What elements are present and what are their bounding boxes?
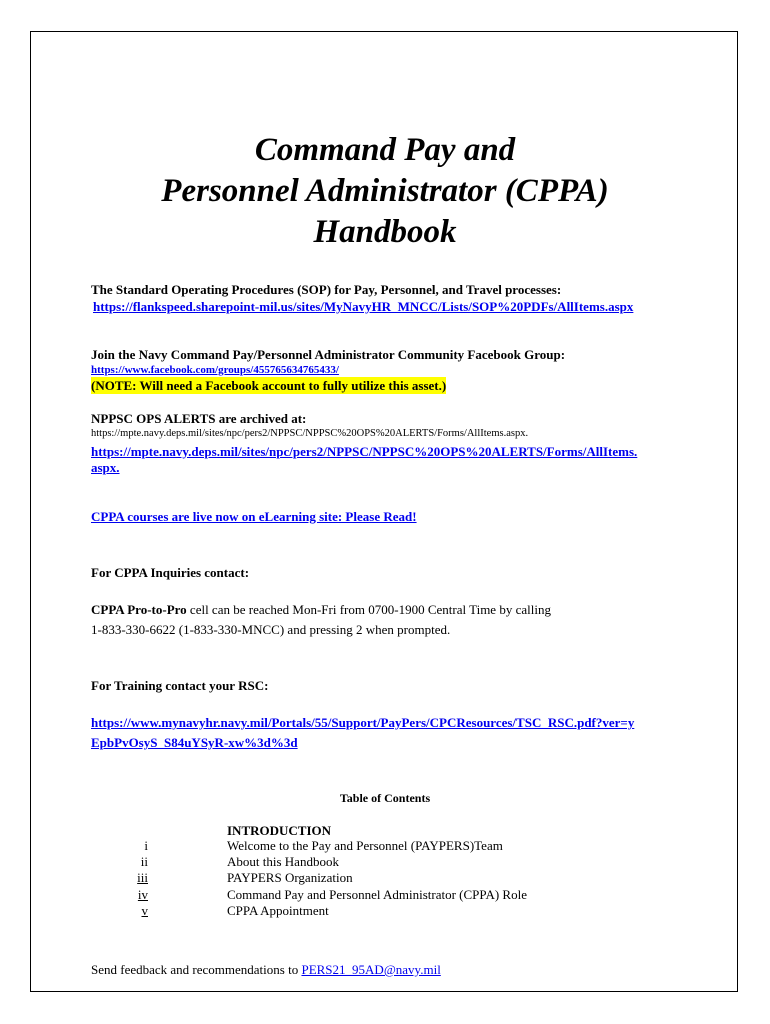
title-line-2: Personnel Administrator (CPPA) — [161, 173, 609, 209]
training-link-line-1[interactable]: https://www.mynavyhr.navy.mil/Portals/55/Support/PayPers/CPCResources/TSC_RSC.pdf?ver=y — [91, 715, 635, 730]
toc-num: ii — [140, 854, 148, 869]
facebook-link[interactable]: https://www.facebook.com/groups/455765634765433/ — [91, 364, 339, 376]
toc-num: i — [144, 838, 148, 853]
toc-item: CPPA Appointment — [227, 903, 329, 918]
feedback-line — [91, 961, 441, 978]
inquiries-heading: For CPPA Inquiries contact: — [91, 565, 250, 580]
pro-to-pro-phone: 1-833-330-6622 (1-833-330-MNCC) and pressing 2 when prompted. — [91, 622, 451, 637]
sop-label: The Standard Operating Procedures (SOP) for Pay, Personnel, and Travel processes: — [91, 282, 562, 297]
training-heading: For Training contact your RSC: — [91, 678, 269, 693]
courses-link[interactable]: CPPA courses are live now on eLearning site: Please Read! — [91, 509, 417, 524]
pro-to-pro-text: cell can be reached Mon-Fri from 0700-1900 Central Time by calling — [186, 602, 551, 617]
toc-num[interactable]: v — [141, 903, 148, 918]
feedback-email-link[interactable]: PERS21_95AD@navy.mil — [301, 962, 441, 977]
toc-num[interactable]: iii — [137, 870, 148, 885]
facebook-label: Join the Navy Command Pay/Personnel Administrator Community Facebook Group: — [91, 347, 566, 362]
sop-link[interactable]: https://flankspeed.sharepoint-mil.us/sites/MyNavyHR_MNCC/Lists/SOP%20PDFs/AllItems.aspx — [93, 299, 634, 314]
toc-item: Welcome to the Pay and Personnel (PAYPERS)Team — [227, 838, 503, 853]
alerts-label: NPPSC OPS ALERTS are archived at: — [91, 411, 307, 426]
title-line-1: Command Pay and — [254, 132, 516, 168]
toc-intro: INTRODUCTION — [227, 823, 332, 838]
alerts-link-line-2[interactable]: aspx. — [91, 460, 120, 475]
pro-to-pro-label: CPPA Pro-to-Pro — [91, 602, 187, 617]
training-link-line-2[interactable]: EpbPvOsyS_S84uYSyR-xw%3d%3d — [91, 735, 298, 750]
toc-item: PAYPERS Organization — [227, 870, 353, 885]
toc-num[interactable]: iv — [137, 887, 148, 902]
toc-heading: Table of Contents — [339, 791, 431, 805]
feedback-text: Send feedback and recommendations to — [91, 962, 302, 977]
alerts-link-line-1[interactable]: https://mpte.navy.deps.mil/sites/npc/pers2/NPPSC/NPPSC%20OPS%20ALERTS/Forms/AllItems. — [91, 444, 638, 459]
alerts-plain-url: https://mpte.navy.deps.mil/sites/npc/pers2/NPPSC/NPPSC%20OPS%20ALERTS/Forms/AllItems.aspx. — [91, 428, 529, 439]
pro-to-pro-line — [91, 601, 551, 618]
toc-item: About this Handbook — [227, 854, 339, 869]
title-line-3: Handbook — [313, 214, 457, 250]
facebook-note: (NOTE: Will need a Facebook account to fully utilize this asset.) — [91, 378, 447, 393]
toc-item: Command Pay and Personnel Administrator (CPPA) Role — [227, 887, 527, 902]
